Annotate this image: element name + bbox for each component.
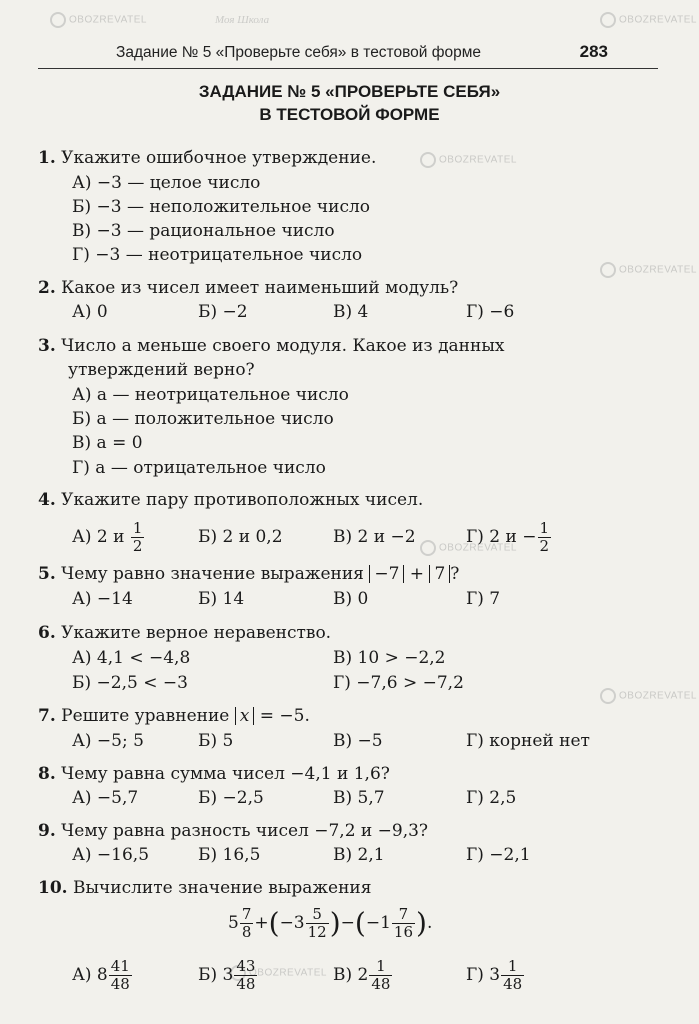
question-text-continued: утверждений верно? [68,360,255,380]
option-b: Б) 2 и 0,2 [198,527,283,547]
option-text: В) 2 [333,965,369,985]
watermark: OBOZREVATEL [600,688,697,704]
question-6 [38,621,331,645]
option-c: В) −3 — рациональное число [72,221,335,241]
watermark: OBOZREVATEL [600,262,697,278]
watermark-logo-icon [50,12,66,28]
title-line: ЗАДАНИЕ № 5 «ПРОВЕРЬТЕ СЕБЯ» [198,82,501,101]
option-a [72,520,145,555]
question-10 [38,876,371,900]
denominator: 12 [307,923,327,941]
question-text: Укажите ошибочное утверждение. [61,148,377,168]
fraction [131,520,145,555]
left-paren: ( [354,906,366,940]
watermark-logo-icon [600,262,616,278]
fraction [392,906,415,941]
question-number: 7. [38,706,56,726]
question-number: 3. [38,336,56,356]
denominator: 2 [539,537,550,555]
option-d: Г) 7 [466,589,501,609]
option-a: А) −5,7 [72,788,139,808]
period: . [426,913,433,933]
question-5 [38,562,459,586]
denominator: 16 [393,923,413,941]
question-number: 5. [38,564,56,584]
right-paren: ) [416,906,427,940]
watermark: OBOZREVATEL [230,965,327,981]
question-text: Какое из чисел имеет наименьший модуль? [61,278,459,298]
option-text: А) 2 и [72,527,125,547]
option-c: В) 4 [333,302,369,322]
watermark: OBOZREVATEL [50,12,147,28]
option-text: А) 8 [72,965,108,985]
watermark-logo-icon [420,152,436,168]
option-a: А) 4,1 < −4,8 [72,648,191,668]
denominator: 48 [236,975,256,993]
option-text: Г) 3 [466,965,501,985]
option-c: В) −5 [333,731,383,751]
fraction [240,906,254,941]
page-title [0,80,699,126]
question-text: Чему равна сумма чисел −4,1 и 1,6? [61,764,390,784]
operator: + [254,913,269,933]
question-number: 4. [38,490,56,510]
fraction [538,520,552,555]
question-3 [38,334,504,358]
numerator: 5 [306,906,329,924]
option-c: В) 2,1 [333,845,385,865]
option-a: А) −16,5 [72,845,150,865]
denominator: 48 [371,975,391,993]
option-a: А) −14 [72,589,133,609]
denominator: 2 [132,537,143,555]
option-c: В) 0 [333,589,369,609]
option-text: Б) 3 [198,965,234,985]
denominator: 48 [503,975,523,993]
fraction [501,958,524,993]
question-text: Чему равно значение выражения [61,564,364,584]
option-b: Б) 16,5 [198,845,261,865]
expression-term: 7 [434,564,446,584]
option-d: Г) a — отрицательное число [72,458,326,478]
whole-part: −3 [279,913,305,933]
running-title: Задание № 5 «Проверьте себя» в тестовой форме [116,44,482,61]
option-b: Б) 5 [198,731,234,751]
fraction [369,958,392,993]
page-number: 283 [579,42,608,61]
equation-rhs: = −5. [259,706,310,726]
left-paren: ( [268,906,280,940]
watermark-logo-icon [600,12,616,28]
watermark: OBOZREVATEL [420,540,517,556]
option-c: В) 5,7 [333,788,385,808]
math-expression [228,906,432,941]
watermark-logo-icon [420,540,436,556]
question-number: 9. [38,821,56,841]
option-b [198,958,258,993]
option-c: В) 10 > −2,2 [333,648,446,668]
absolute-value [429,565,450,583]
question-text: Укажите верное неравенство. [61,623,332,643]
expression-term: −7 [374,564,400,584]
question-number: 2. [38,278,56,298]
option-b: Б) 14 [198,589,245,609]
question-number: 1. [38,148,56,168]
option-d: Г) −2,1 [466,845,531,865]
watermark-logo-icon [600,688,616,704]
numerator: 41 [110,957,130,975]
absolute-value [369,565,404,583]
title-line: В ТЕСТОВОЙ ФОРМЕ [259,105,440,124]
running-head [38,42,658,69]
question-2 [38,276,458,300]
question-mark: ? [450,564,460,584]
operator: − [340,913,355,933]
variable-x: x [239,706,250,726]
question-text: Решите уравнение [61,706,230,726]
option-b: Б) −3 — неположительное число [72,197,371,217]
numerator: 1 [132,519,143,537]
option-a: А) −3 — целое число [72,173,261,193]
option-d [466,958,525,993]
option-d: Г) корней нет [466,731,590,751]
question-text: Вычислите значение выражения [72,878,372,898]
question-text: Укажите пару противоположных чисел. [61,490,424,510]
option-d: Г) −3 — неотрицательное число [72,245,363,265]
option-a: А) −5; 5 [72,731,144,751]
numerator: 43 [236,957,256,975]
question-8 [38,762,390,786]
question-text: Чему равна разность чисел −7,2 и −9,3? [61,821,429,841]
question-number: 8. [38,764,56,784]
question-4 [38,488,423,512]
numerator: 7 [241,905,252,923]
question-number: 6. [38,623,56,643]
watermark: OBOZREVATEL [600,12,697,28]
fraction [306,906,329,941]
option-a [72,958,133,993]
watermark: OBOZREVATEL [420,152,517,168]
option-a: А) a — неотрицательное число [72,385,349,405]
fraction [109,958,132,993]
numerator: 1 [539,519,550,537]
plus-sign: + [409,564,425,584]
whole-part: 5 [228,913,239,933]
option-d: Г) −6 [466,302,515,322]
option-a: А) 0 [72,302,108,322]
whole-part: −1 [365,913,391,933]
question-1 [38,146,376,170]
option-b: Б) −2 [198,302,248,322]
option-b: Б) −2,5 < −3 [72,673,188,693]
option-b: Б) a — положительное число [72,409,334,429]
watermark: Моя Школа [215,14,270,26]
option-d: Г) −7,6 > −7,2 [333,673,464,693]
option-c: В) 2 и −2 [333,527,416,547]
fraction [234,958,257,993]
numerator: 7 [392,906,415,924]
numerator: 1 [501,958,524,976]
absolute-value [235,707,255,725]
option-text: Г) 2 и − [466,527,537,547]
question-text: Число a меньше своего модуля. Какое из данных [61,336,505,356]
option-b: Б) −2,5 [198,788,264,808]
question-7 [38,704,310,728]
denominator: 48 [110,975,130,993]
question-number: 10. [38,878,68,898]
right-paren: ) [329,906,341,940]
question-9 [38,819,428,843]
option-d [466,520,552,555]
denominator: 8 [241,923,252,941]
option-c: В) a = 0 [72,433,143,453]
option-c [333,958,393,993]
numerator: 1 [369,958,392,976]
option-d: Г) 2,5 [466,788,517,808]
